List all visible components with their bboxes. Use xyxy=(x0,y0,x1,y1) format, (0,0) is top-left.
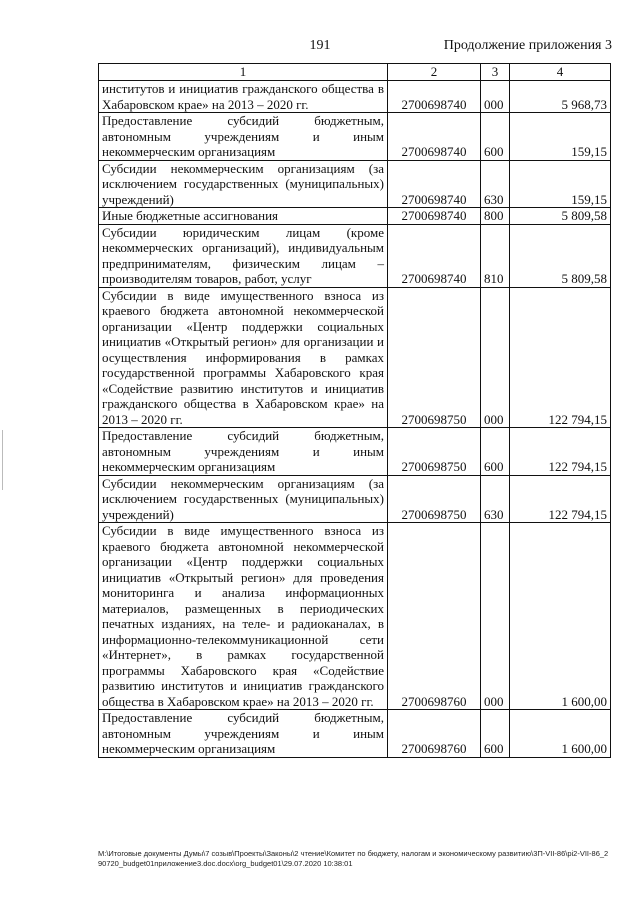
row-expense-type: 600 xyxy=(481,113,510,161)
row-target-code: 2700698760 xyxy=(388,523,481,710)
column-header-1: 1 xyxy=(99,64,388,81)
row-target-code: 2700698740 xyxy=(388,81,481,113)
row-expense-type: 600 xyxy=(481,428,510,476)
continuation-label: Продолжение приложения 3 xyxy=(443,38,612,53)
table-row xyxy=(99,208,611,225)
row-description: Субсидии юридическим лицам (кроме некоммерческих организаций), индивидуальным предпринимателям, физическим лицам – производителям товаров, работ, услуг xyxy=(99,224,388,287)
table-row xyxy=(99,710,611,758)
row-expense-type: 000 xyxy=(481,287,510,428)
budget-table xyxy=(98,63,611,758)
row-description: институтов и инициатив гражданского общества в Хабаровском крае» на 2013 – 2020 гг. xyxy=(99,81,388,113)
row-description: Субсидии в виде имущественного взноса из краевого бюджета автономной некоммерческой организации «Центр поддержки социальных инициатив «Открытый регион» для организации и осуществления информирования в рамках государственной программы Хабаровского края «Содействие развитию институтов и инициатив гражданского общества в Хабаровском крае» на 2013 – 2020 гг. xyxy=(99,287,388,428)
row-expense-type: 810 xyxy=(481,224,510,287)
column-header-4: 4 xyxy=(510,64,611,81)
row-target-code: 2700698750 xyxy=(388,287,481,428)
column-header-2: 2 xyxy=(388,64,481,81)
row-description: Субсидии некоммерческим организациям (за исключением государственных (муниципальных) учреждений) xyxy=(99,160,388,208)
row-target-code: 2700698750 xyxy=(388,428,481,476)
row-expense-type: 600 xyxy=(481,710,510,758)
row-amount: 5 809,58 xyxy=(510,208,611,225)
table-header-row xyxy=(99,64,611,81)
row-expense-type: 000 xyxy=(481,523,510,710)
row-amount: 1 600,00 xyxy=(510,523,611,710)
row-target-code: 2700698740 xyxy=(388,113,481,161)
row-amount: 1 600,00 xyxy=(510,710,611,758)
row-expense-type: 800 xyxy=(481,208,510,225)
row-target-code: 2700698740 xyxy=(388,160,481,208)
row-amount: 122 794,15 xyxy=(510,428,611,476)
row-amount: 5 968,73 xyxy=(510,81,611,113)
row-description: Предоставление субсидий бюджетным, автономным учреждениям и иным некоммерческим организациям xyxy=(99,113,388,161)
row-target-code: 2700698760 xyxy=(388,710,481,758)
row-description: Субсидии в виде имущественного взноса из краевого бюджета автономной некоммерческой организации «Центр поддержки социальных инициатив «Открытый регион» для проведения мониторинга и анализа информационных материалов, размещенных в периодических печатных изданиях, на теле- и радиоканалах, в информационно-телекоммуникационной сети «Интернет», в рамках государственной программы Хабаровского края «Содействие развитию институтов и инициатив гражданского общества в Хабаровском крае» на 2013 – 2020 гг. xyxy=(99,523,388,710)
row-expense-type: 000 xyxy=(481,81,510,113)
row-target-code: 2700698740 xyxy=(388,224,481,287)
row-amount: 122 794,15 xyxy=(510,287,611,428)
table-row xyxy=(99,428,611,476)
table-row xyxy=(99,113,611,161)
row-expense-type: 630 xyxy=(481,160,510,208)
scan-edge-mark xyxy=(2,430,3,490)
row-expense-type: 630 xyxy=(481,475,510,523)
row-description: Иные бюджетные ассигнования xyxy=(99,208,388,225)
table-row xyxy=(99,224,611,287)
row-target-code: 2700698750 xyxy=(388,475,481,523)
row-description: Субсидии некоммерческим организациям (за исключением государственных (муниципальных) учреждений) xyxy=(99,475,388,523)
column-header-3: 3 xyxy=(481,64,510,81)
row-description: Предоставление субсидий бюджетным, автономным учреждениям и иным некоммерческим организациям xyxy=(99,710,388,758)
row-description: Предоставление субсидий бюджетным, автономным учреждениям и иным некоммерческим организациям xyxy=(99,428,388,476)
file-path-footer: M:\Итоговые документы Думы\7 созыв\Проекты\Законы\2 чтение\Комитет по бюджету, налогам и экономическому развитию\3П-VII-86\рi2-VII-86_290720_budget01приложение3.doc.docx\org_budget01\29.07.2020 10:38:01 xyxy=(98,849,609,868)
row-target-code: 2700698740 xyxy=(388,208,481,225)
table-row xyxy=(99,81,611,113)
table-row xyxy=(99,475,611,523)
page-number: 191 xyxy=(309,38,331,53)
table-row xyxy=(99,523,611,710)
table-row xyxy=(99,160,611,208)
table-row xyxy=(99,287,611,428)
row-amount: 159,15 xyxy=(510,160,611,208)
row-amount: 5 809,58 xyxy=(510,224,611,287)
row-amount: 122 794,15 xyxy=(510,475,611,523)
row-amount: 159,15 xyxy=(510,113,611,161)
